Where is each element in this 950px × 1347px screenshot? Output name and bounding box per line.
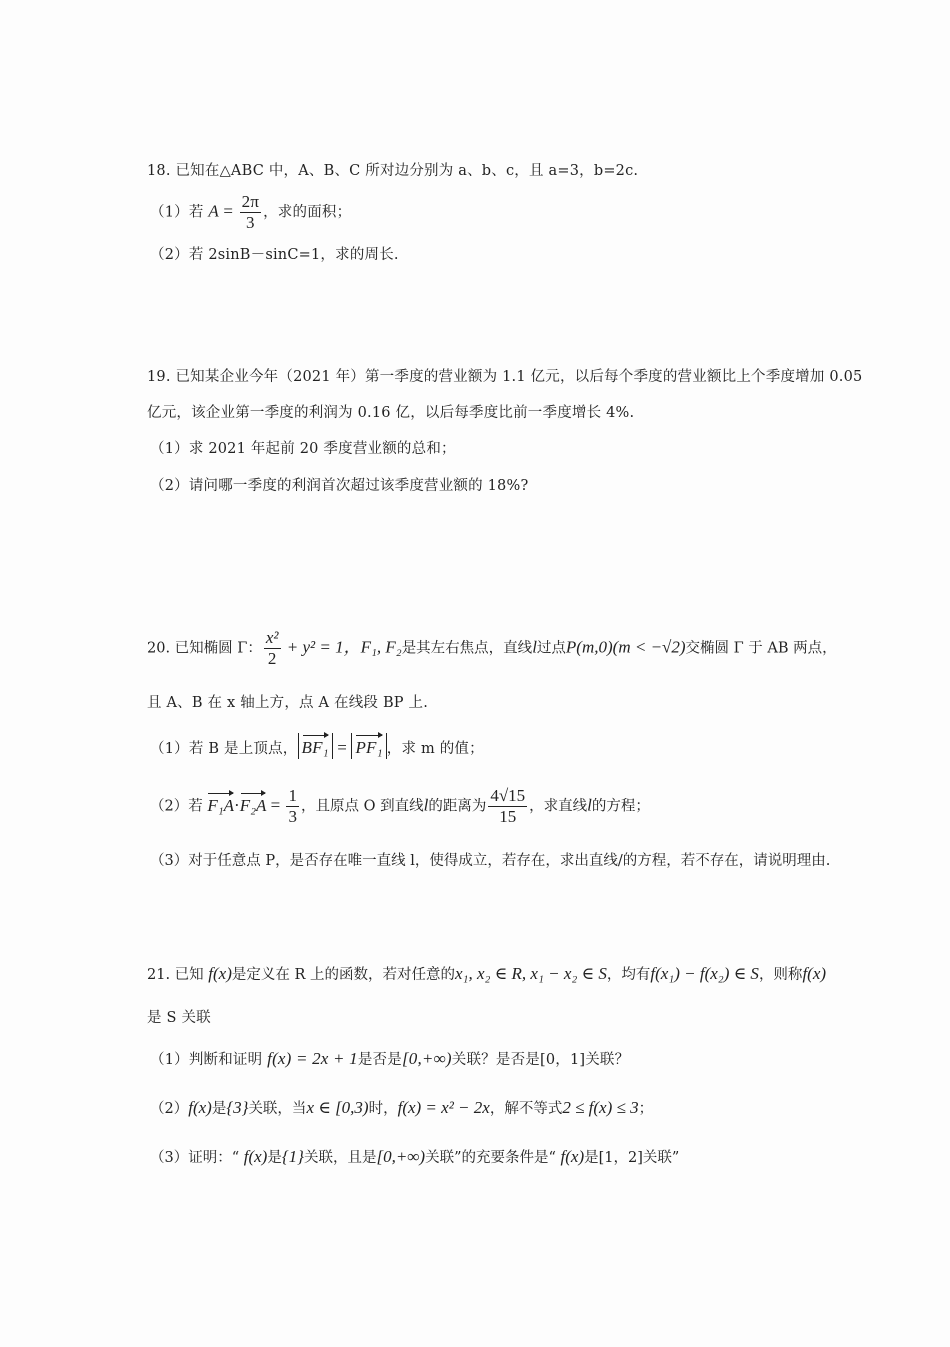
q20-part2-l: l xyxy=(423,795,429,815)
q20-part2-eq: = xyxy=(266,795,285,815)
q21-part1 xyxy=(150,1048,629,1071)
q18-var-A: A xyxy=(208,201,219,221)
q21-part2-prefix: （2） xyxy=(150,1101,189,1117)
q20-part2 xyxy=(150,786,650,827)
q21-part2-inequality: 2 ≤ f(x) ≤ 3 xyxy=(562,1098,639,1117)
q18-stem: 18. 已知在△ABC 中，A、B、C 所对边分别为 a、b、c，且 a=3，b=2c. xyxy=(147,163,639,179)
q20-vec-bf1: BF₁ xyxy=(302,733,329,759)
q21-part1-mid: 是否是 xyxy=(357,1052,402,1068)
q20-part2-prefix: （2）若 xyxy=(150,798,208,815)
q20-vec-pf1: PF₁ xyxy=(355,733,382,759)
q21-part2-mid: 关联，当 xyxy=(248,1101,307,1117)
q18-part1 xyxy=(150,192,351,233)
q21-part3-fx: f(x) xyxy=(243,1147,268,1166)
q21-part2-suffix: ； xyxy=(638,1101,654,1117)
q20-part2-fraction xyxy=(286,786,299,827)
q20-ellipse-den: 2 xyxy=(267,649,277,668)
q20-part1 xyxy=(150,733,484,760)
q20-stem-suffix: 交椭圆 Γ 于 AB 两点， xyxy=(685,640,837,657)
q19-stem-line1: 19. 已知某企业今年（2021 年）第一季度的营业额为 1.1 亿元，以后每个季度的营业额比上个季度增加 0.05 xyxy=(147,369,863,385)
q21-part3-fx2: f(x) xyxy=(560,1147,585,1166)
q21-stem-a: 21. 已知 xyxy=(147,967,209,983)
q21-fx: f(x) xyxy=(208,964,232,983)
q20-part1-eq: = xyxy=(332,738,352,757)
q20-part2-frac-den: 3 xyxy=(288,807,297,826)
q18-part2: （2）若 2sinB－sinC=1，求的周长. xyxy=(150,247,399,263)
q20-part1-suffix: ，求 m 的值； xyxy=(386,741,484,757)
q21-part2-fx: f(x) xyxy=(188,1098,212,1117)
q20-part2-mid2: 的距离为 xyxy=(428,798,487,815)
q20-part2-frac-num: 1 xyxy=(288,786,297,805)
q21-condition: x₁, x₂ ∈ R, x₁ − x₂ ∈ S xyxy=(455,964,607,983)
q21-part2-shi: 是 xyxy=(211,1101,227,1117)
q20-stem-line1 xyxy=(147,628,837,669)
q21-part3-mid2: 关联”的充要条件是“ xyxy=(425,1150,561,1166)
q20-abs-pf1 xyxy=(351,733,386,759)
q21-part3-interval: [0,+∞) xyxy=(376,1147,426,1166)
q21-part3-suffix: 是[1，2]关联” xyxy=(584,1150,680,1166)
q21-part3 xyxy=(150,1146,679,1169)
q21-stem-c: ，均有 xyxy=(606,967,651,983)
q21-stem-b: 是定义在 R 上的函数，若对任意的 xyxy=(231,967,456,983)
q20-ellipse-rest: + y² = 1， xyxy=(282,637,361,657)
q20-stem-line2: 且 A、B 在 x 轴上方，点 A 在线段 BP 上. xyxy=(147,695,429,711)
q21-fx2: f(x) xyxy=(802,964,827,983)
q20-line-l: l xyxy=(532,637,537,657)
q21-part2-mid2: 时， xyxy=(368,1101,398,1117)
q19-part1: （1）求 2021 年起前 20 季度营业额的总和； xyxy=(150,441,456,457)
q18-part1-prefix: （1）若 xyxy=(150,204,209,221)
q19-stem-line2: 亿元，该企业第一季度的利润为 0.16 亿，以后每季度比前一季度增长 4%. xyxy=(147,405,635,421)
q21-part3-shi: 是 xyxy=(267,1150,282,1166)
q20-distance-num: 4√15 xyxy=(490,786,526,805)
q20-ellipse-num: x² xyxy=(265,628,279,647)
q20-vec-f2a: F₂A xyxy=(240,791,267,817)
q20-part1-prefix: （1）若 B 是上顶点， xyxy=(150,741,298,757)
q21-condition2: f(x₁) − f(x₂) ∈ S xyxy=(650,964,759,983)
q18-fraction xyxy=(240,192,261,233)
q20-stem-mid2: 过点 xyxy=(536,640,566,657)
q21-stem-d: ，则称 xyxy=(758,967,803,983)
q21-part2-mid3: ，解不等式 xyxy=(489,1101,563,1117)
q21-part1-suffix: 关联？是否是[0，1]关联？ xyxy=(451,1052,630,1068)
q20-ellipse-fraction xyxy=(264,628,281,669)
q20-part2-mid: ，且原点 O 到直线 xyxy=(300,798,424,815)
q21-stem-line2: 是 S 关联 xyxy=(147,1010,211,1026)
q18-frac-den: 3 xyxy=(246,213,255,232)
q21-part2 xyxy=(150,1097,653,1120)
q20-part3: （3）对于任意点 P，是否存在唯一直线 l，使得成立，若存在，求出直线/的方程，若不存在，请说明理由. xyxy=(150,853,831,869)
q21-part3-mid: 关联，且是 xyxy=(303,1150,377,1166)
q20-distance-fraction xyxy=(488,786,527,827)
q19-part2: （2）请问哪一季度的利润首次超过该季度营业额的 18%? xyxy=(150,478,529,494)
q21-part2-set: {3} xyxy=(226,1098,249,1117)
q21-part2-function: f(x) = x² − 2x xyxy=(397,1098,490,1117)
q21-stem-line1 xyxy=(147,963,826,986)
q20-part2-post1: ，求直线 xyxy=(529,798,588,815)
q20-part2-l2: l xyxy=(587,795,592,815)
q18-eq: = xyxy=(218,201,238,221)
q20-vec-f1a: F₁A xyxy=(207,791,234,817)
q20-distance-den: 15 xyxy=(499,807,517,826)
q18-part1-suffix: ，求的面积； xyxy=(263,204,352,221)
q21-part3-prefix: （3）证明：“ xyxy=(150,1150,244,1166)
q21-part2-domain: x ∈ [0,3) xyxy=(306,1098,369,1117)
q21-part1-func: f(x) = 2x + 1 xyxy=(267,1049,358,1068)
q20-foci: F₁, F₂ xyxy=(360,637,402,657)
q20-dot: · xyxy=(234,795,240,815)
q20-abs-bf1 xyxy=(298,733,333,759)
q18-frac-num: 2π xyxy=(241,192,260,211)
q21-part1-prefix: （1）判断和证明 xyxy=(150,1052,268,1068)
q20-point-p: P(m,0)(m < −√2) xyxy=(565,637,686,657)
q20-stem-prefix: 20. 已知椭圆 Γ： xyxy=(147,640,262,657)
q21-part1-interval: [0,+∞) xyxy=(401,1049,452,1068)
q20-part2-post2: 的方程； xyxy=(591,798,650,815)
q21-part3-set: {1} xyxy=(281,1147,304,1166)
q20-stem-mid: 是其左右焦点，直线 xyxy=(401,640,533,657)
